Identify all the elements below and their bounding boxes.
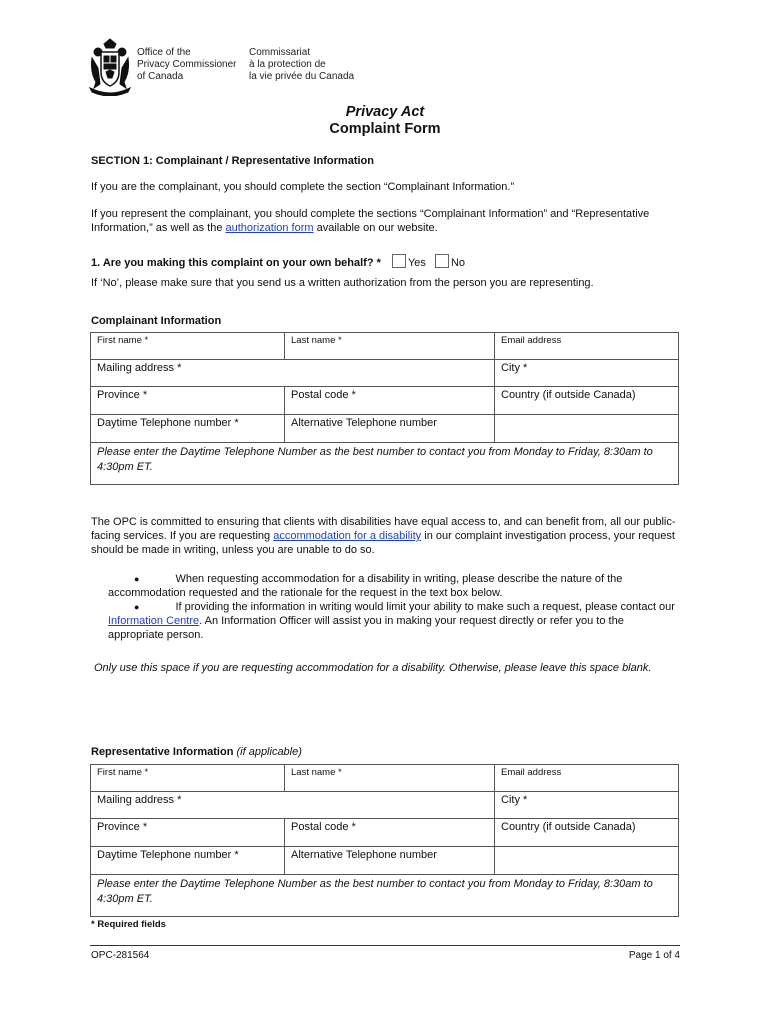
accommodation-para-text-end: in our complaint investigation process, your request should be made in writing, unless you are unable to do so. [91, 530, 675, 556]
no-label: No [450, 257, 466, 269]
bullet-item-2-text-end: . An Information Officer will assist you in making your request directly or refer you to the appropriate person. [108, 615, 624, 641]
complainant-empty-cell [495, 415, 679, 443]
required-fields-note: * Required fields [91, 919, 166, 930]
question-1-note: If ‘No’, please make sure that you send us a written authorization from the person you are representing. [91, 277, 594, 289]
yes-label: Yes [407, 257, 426, 269]
bullet-icon: ● [134, 574, 140, 584]
representative-alt-phone-field[interactable]: Alternative Telephone number [285, 847, 495, 875]
bullet-item-2 [108, 600, 680, 642]
form-title-line2: Complaint Form [329, 121, 441, 137]
complainant-email-field[interactable]: Email address [495, 333, 679, 360]
no-checkbox[interactable] [435, 254, 449, 268]
question-1-label: 1. Are you making this complaint on your own behalf? * [91, 257, 381, 269]
footer-page-number: Page 1 of 4 [628, 950, 680, 961]
complainant-city-field[interactable]: City * [495, 360, 679, 387]
bullet-item-1-text: When requesting accommodation for a disability in writing, please describe the nature of the accommodation requested and the rationale for the request in the text box below. [108, 573, 623, 599]
complainant-phone-note: Please enter the Daytime Telephone Number as the best number to contact you from Monday to Friday, 8:30am to 4:30pm ET. [91, 443, 679, 485]
org-name-fr: Commissariat à la protection de la vie privée du Canada [249, 47, 355, 82]
representative-postal-code-field[interactable]: Postal code * [285, 819, 495, 847]
section1-heading: SECTION 1: Complainant / Representative Information [91, 155, 374, 167]
representative-heading [91, 745, 681, 759]
representative-last-name-field[interactable]: Last name * [285, 765, 495, 792]
footer-divider [90, 945, 680, 946]
complainant-heading: Complainant Information [91, 315, 222, 327]
complainant-mailing-address-field[interactable]: Mailing address * [91, 360, 495, 387]
complainant-province-field[interactable]: Province * [91, 387, 285, 415]
information-centre-link[interactable]: Information Centre [108, 615, 200, 627]
yes-checkbox[interactable] [392, 254, 406, 268]
question-1 [91, 254, 681, 270]
authorization-form-link[interactable]: authorization form [225, 222, 314, 234]
representative-phone-note: Please enter the Daytime Telephone Number as the best number to contact you from Monday to Friday, 8:30am to 4:30pm ET. [91, 875, 679, 917]
section1-para1: If you are the complainant, you should complete the section “Complainant Information.” [91, 181, 515, 193]
complainant-postal-code-field[interactable]: Postal code * [285, 387, 495, 415]
accommodation-para-text: The OPC is committed to ensuring that clients with disabilities have equal access to, and can benefit from, all our public-facing services. If you are requesting [91, 516, 676, 542]
representative-heading-suffix: (if applicable) [236, 746, 302, 758]
representative-email-field[interactable]: Email address [495, 765, 679, 792]
accommodation-text-area[interactable] [90, 680, 678, 736]
form-title-line1: Privacy Act [345, 104, 425, 120]
section1-para2-text-end: available on our website. [313, 222, 438, 234]
complainant-daytime-phone-field[interactable]: Daytime Telephone number * [91, 415, 285, 443]
coat-of-arms-icon [88, 38, 132, 96]
complainant-first-name-field[interactable]: First name * [91, 333, 285, 360]
accommodation-space-note: Only use this space if you are requesting accommodation for a disability. Otherwise, please leave this space blank. [94, 662, 652, 674]
complainant-country-field[interactable]: Country (if outside Canada) [495, 387, 679, 415]
bullet-icon: ● [134, 602, 140, 612]
representative-empty-cell [495, 847, 679, 875]
complainant-alt-phone-field[interactable]: Alternative Telephone number [285, 415, 495, 443]
representative-province-field[interactable]: Province * [91, 819, 285, 847]
representative-daytime-phone-field[interactable]: Daytime Telephone number * [91, 847, 285, 875]
representative-first-name-field[interactable]: First name * [91, 765, 285, 792]
section1-para2-text: If you represent the complainant, you should complete the sections “Complainant Information” and “Representative Information,” as well as the [91, 208, 650, 234]
representative-table [90, 764, 679, 917]
representative-city-field[interactable]: City * [495, 792, 679, 819]
section1-para2 [91, 207, 681, 235]
complainant-table [90, 332, 679, 485]
bullet-item-2-text: If providing the information in writing would limit your ability to make such a request, please contact our [175, 601, 675, 613]
complainant-last-name-field[interactable]: Last name * [285, 333, 495, 360]
representative-mailing-address-field[interactable]: Mailing address * [91, 792, 495, 819]
org-name-en: Office of the Privacy Commissioner of Canada [137, 47, 237, 82]
bullet-item-1 [108, 572, 680, 600]
footer-form-code: OPC-281564 [91, 950, 150, 961]
representative-heading-label: Representative Information [91, 746, 234, 758]
accommodation-para [91, 515, 681, 557]
representative-country-field[interactable]: Country (if outside Canada) [495, 819, 679, 847]
accommodation-link[interactable]: accommodation for a disability [273, 530, 422, 542]
